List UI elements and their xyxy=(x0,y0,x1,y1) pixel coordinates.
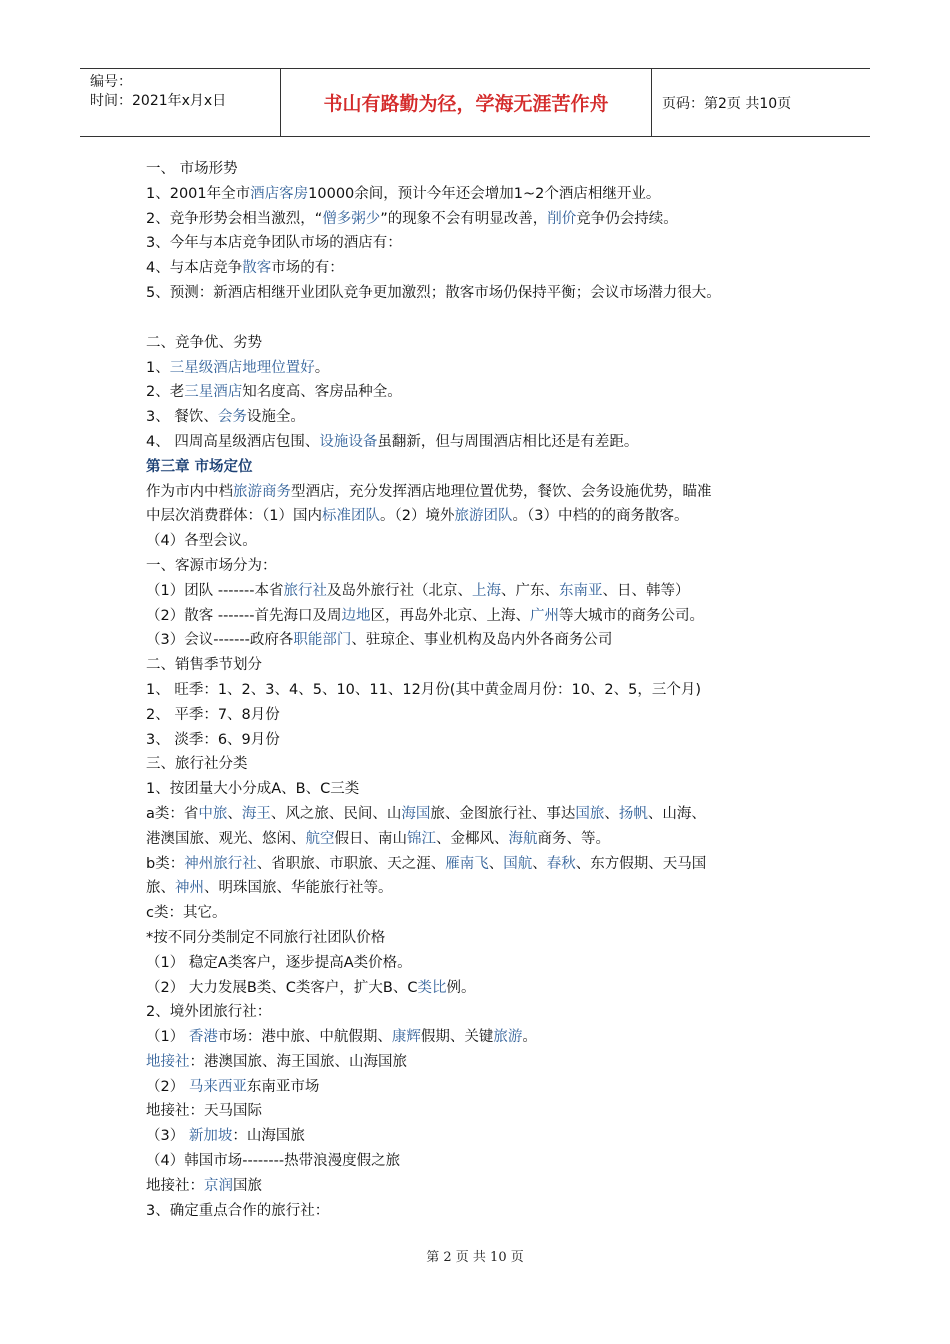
keyword-link[interactable]: 职能部门 xyxy=(293,632,352,649)
text-segment: 、明珠国旅、华能旅行社等。 xyxy=(204,880,393,897)
text-segment: 。 xyxy=(522,1029,537,1046)
page-info: 页码：第2页 共10页 xyxy=(662,95,792,112)
text-segment: 4、与本店竞争 xyxy=(146,260,243,277)
text-segment: 3、 淡季：6、9月份 xyxy=(146,731,280,748)
text-segment: c类：其它。 xyxy=(146,905,227,922)
keyword-link[interactable]: 锦江 xyxy=(407,830,436,847)
text-segment: 假期、关键 xyxy=(420,1029,494,1046)
keyword-link[interactable]: 马来西亚 xyxy=(188,1078,247,1095)
keyword-link[interactable]: 东南亚 xyxy=(558,582,603,599)
keyword-link[interactable]: 春秋 xyxy=(546,855,576,872)
text-line xyxy=(146,356,826,381)
text-segment: 市场：港中旅、中航假期、 xyxy=(217,1029,392,1046)
text-line xyxy=(146,256,826,281)
keyword-link[interactable]: 旅行社 xyxy=(283,582,327,599)
text-segment: 及岛外旅行社（北京、 xyxy=(326,582,472,599)
text-segment: 、 xyxy=(532,855,547,872)
text-segment: 等大城市的商务公司。 xyxy=(558,607,704,624)
text-line xyxy=(146,678,826,703)
text-segment: （1） xyxy=(146,1029,189,1046)
text-segment: 2、老 xyxy=(146,384,185,401)
text-line xyxy=(146,827,826,852)
text-line xyxy=(146,852,826,877)
text-segment: 5、预测：新酒店相继开业团队竞争更加激烈；散客市场仍保持平衡；会议市场潜力很大。 xyxy=(146,284,721,301)
text-segment: 港澳国旅、观光、悠闲、 xyxy=(146,830,306,847)
text-line xyxy=(146,380,826,405)
keyword-link[interactable]: 酒店客房 xyxy=(250,185,309,202)
text-segment: 一、客源市场分为： xyxy=(146,557,277,574)
text-line xyxy=(146,182,826,207)
text-line xyxy=(146,802,826,827)
text-segment: ：港澳国旅、海王国旅、山海国旅 xyxy=(189,1053,407,1070)
text-line xyxy=(146,405,826,430)
keyword-link[interactable]: 旅游 xyxy=(493,1029,523,1046)
text-line xyxy=(146,207,826,232)
text-segment: 旅、金图旅行社、事达 xyxy=(430,805,576,822)
keyword-link[interactable]: 边地 xyxy=(341,607,371,624)
text-segment: （4）韩国市场--------热带浪漫度假之旅 xyxy=(146,1153,401,1170)
chapter-heading: 第三章 市场定位 xyxy=(146,458,253,475)
keyword-link[interactable]: 地接社 xyxy=(146,1053,190,1070)
keyword-link[interactable]: 三星酒店 xyxy=(184,384,243,401)
keyword-link[interactable]: 三星级酒店地理位置好 xyxy=(169,359,315,376)
text-segment: 地接社： xyxy=(146,1177,204,1194)
text-segment: 。（3）中档的的商务散客。 xyxy=(512,508,689,525)
text-line xyxy=(146,1099,826,1124)
keyword-link[interactable]: 僧多粥少 xyxy=(322,210,381,227)
text-line xyxy=(146,1050,826,1075)
text-line xyxy=(146,554,826,579)
text-line xyxy=(146,901,826,926)
text-segment: 、 xyxy=(604,805,619,822)
keyword-link[interactable]: 康辉 xyxy=(391,1029,421,1046)
time-label: 时间：2021年x月x日 xyxy=(90,93,227,109)
text-segment: （2）散客 -------首先海口及周 xyxy=(146,607,342,624)
text-segment: （2） xyxy=(146,1078,189,1095)
text-line xyxy=(146,455,826,480)
keyword-link[interactable]: 京润 xyxy=(204,1177,233,1194)
text-segment: 、 xyxy=(488,855,504,872)
text-segment: 国旅 xyxy=(233,1177,262,1194)
text-segment: 、 xyxy=(227,805,242,822)
text-segment: 3、确定重点合作的旅行社： xyxy=(146,1202,330,1219)
text-segment: 作为市内中档 xyxy=(146,483,233,500)
blank-line xyxy=(146,306,826,331)
text-segment: 、金椰风、 xyxy=(436,830,509,847)
keyword-link[interactable]: 海王 xyxy=(241,805,271,822)
text-segment: 1、按团量大小分成A、B、C三类 xyxy=(146,781,360,798)
keyword-link[interactable]: 中旅 xyxy=(198,805,228,822)
text-segment: ”的现象不会有明显改善， xyxy=(380,210,548,227)
text-segment: 、省职旅、市职旅、天之涯、 xyxy=(256,855,446,872)
text-segment: 虽翻新，但与周围酒店相比还是有差距。 xyxy=(377,433,639,450)
keyword-link[interactable]: 新加坡 xyxy=(188,1128,233,1145)
text-segment: 。 xyxy=(314,359,330,376)
keyword-link[interactable]: 设施设备 xyxy=(319,433,378,450)
number-label: 编号： xyxy=(90,74,132,90)
text-segment: 地接社：天马国际 xyxy=(146,1103,262,1120)
text-line xyxy=(146,1199,826,1224)
text-line xyxy=(146,1174,826,1199)
text-line xyxy=(146,604,826,629)
text-segment: 。（2）境外 xyxy=(379,508,455,525)
text-line xyxy=(146,876,826,901)
page-header xyxy=(80,68,870,137)
keyword-link[interactable]: 海航 xyxy=(508,830,538,847)
text-segment: 东南亚市场 xyxy=(246,1078,320,1095)
text-line xyxy=(146,926,826,951)
text-segment: a类：省 xyxy=(146,805,199,822)
keyword-link[interactable]: 国航 xyxy=(503,855,533,872)
keyword-link[interactable]: 削价 xyxy=(547,210,577,227)
text-line xyxy=(146,728,826,753)
text-segment: *按不同分类制定不同旅行社团队价格 xyxy=(146,929,386,946)
text-line xyxy=(146,281,826,306)
text-segment: （3） xyxy=(146,1128,189,1145)
text-line xyxy=(146,1149,826,1174)
text-segment: （2） 大力发展B类、C类客户，扩大B、C xyxy=(146,979,418,996)
keyword-link[interactable]: 神州旅行社 xyxy=(184,855,257,872)
text-segment: 1、2001年全市 xyxy=(146,185,251,202)
text-segment: 二、销售季节划分 xyxy=(146,657,262,674)
text-line xyxy=(146,628,826,653)
text-line xyxy=(146,1025,826,1050)
text-line xyxy=(146,1000,826,1025)
text-segment: b类： xyxy=(146,855,185,872)
text-segment: （3）会议-------政府各 xyxy=(146,632,294,649)
text-line xyxy=(146,504,826,529)
keyword-link[interactable]: 香港 xyxy=(188,1029,218,1046)
text-line xyxy=(146,579,826,604)
text-segment: 2、竞争形势会相当激烈，“ xyxy=(146,210,323,227)
keyword-link[interactable]: 扬帆 xyxy=(618,805,648,822)
text-segment: 二、竞争优、劣势 xyxy=(146,334,262,351)
text-segment: 10000余间，预计今年还会增加1~2个酒店相继开业。 xyxy=(308,185,661,202)
text-segment: 设施全。 xyxy=(246,409,305,426)
keyword-link[interactable]: 类比 xyxy=(417,979,447,996)
keyword-link[interactable]: 标准团队 xyxy=(321,508,380,525)
text-line xyxy=(146,976,826,1001)
text-segment: （1）团队 -------本省 xyxy=(146,582,284,599)
text-line xyxy=(146,752,826,777)
text-segment: 1、 旺季：1、2、3、4、5、10、11、12月份(其中黄金周月份：10、2、5，三个月) xyxy=(146,681,702,698)
text-segment: 、山海、 xyxy=(647,805,706,822)
text-line xyxy=(146,331,826,356)
text-segment: 、广东、 xyxy=(500,582,559,599)
text-segment: 4、 四周高星级酒店包围、 xyxy=(146,433,320,450)
text-segment: 、日、韩等） xyxy=(602,582,690,599)
text-segment: 3、 餐饮、 xyxy=(146,409,218,426)
text-segment: 竞争仍会持续。 xyxy=(576,210,678,227)
text-segment: 市场的有： xyxy=(271,260,344,277)
text-segment: 、驻琼企、事业机构及岛内外各商务公司 xyxy=(351,632,613,649)
motto-title: 书山有路勤为径，学海无涯苦作舟 xyxy=(280,69,652,136)
text-line xyxy=(146,1124,826,1149)
text-segment: 中层次消费群体：（1）国内 xyxy=(146,508,322,525)
text-segment: 2、境外团旅行社： xyxy=(146,1004,272,1021)
text-line xyxy=(146,157,826,182)
keyword-link[interactable]: 散客 xyxy=(242,260,272,277)
text-line xyxy=(146,777,826,802)
page-footer: 第 2 页 共 10 页 xyxy=(426,1250,524,1265)
keyword-link[interactable]: 上海 xyxy=(471,582,501,599)
keyword-link[interactable]: 国旅 xyxy=(575,805,605,822)
text-line xyxy=(146,951,826,976)
text-segment: 假日、南山 xyxy=(334,830,407,847)
text-segment: 型酒店，充分发挥酒店地理位置优势，餐饮、会务设施优势，瞄准 xyxy=(291,483,712,500)
text-segment: ：山海国旅 xyxy=(232,1128,305,1145)
keyword-link[interactable]: 旅游团队 xyxy=(454,508,513,525)
text-segment: 区，再岛外北京、上海、 xyxy=(370,607,530,624)
text-line xyxy=(146,653,826,678)
keyword-link[interactable]: 广州 xyxy=(529,607,559,624)
text-line xyxy=(146,430,826,455)
keyword-link[interactable]: 会务 xyxy=(217,409,247,426)
keyword-link[interactable]: 航空 xyxy=(305,830,335,847)
text-segment: （1） 稳定A类客户，逐步提高A类价格。 xyxy=(146,954,412,971)
header-meta xyxy=(80,69,280,136)
text-segment: 一、 市场形势 xyxy=(146,161,238,177)
text-segment: 、东方假期、天马国 xyxy=(575,855,707,872)
text-segment: 例。 xyxy=(446,979,476,996)
text-segment: 知名度高、客房品种全。 xyxy=(242,384,402,401)
text-segment: （4）各型会议。 xyxy=(146,533,257,550)
text-segment: 2、 平季：7、8月份 xyxy=(146,706,280,723)
text-segment: 3、今年与本店竞争团队市场的酒店有： xyxy=(146,235,402,252)
text-segment: 1、 xyxy=(146,359,170,376)
keyword-link[interactable]: 雁南飞 xyxy=(445,855,489,872)
text-line xyxy=(146,529,826,554)
text-line xyxy=(146,1075,826,1100)
text-line xyxy=(146,703,826,728)
keyword-link[interactable]: 神州 xyxy=(175,880,204,897)
text-segment: 、风之旅、民间、山 xyxy=(270,805,402,822)
text-segment: 商务、等。 xyxy=(537,830,610,847)
keyword-link[interactable]: 旅游商务 xyxy=(233,483,291,500)
document-body xyxy=(146,157,826,1223)
keyword-link[interactable]: 海国 xyxy=(401,805,431,822)
text-segment: 三、旅行社分类 xyxy=(146,756,248,773)
text-segment: 旅、 xyxy=(146,880,175,897)
text-line xyxy=(146,231,826,256)
text-line xyxy=(146,480,826,505)
